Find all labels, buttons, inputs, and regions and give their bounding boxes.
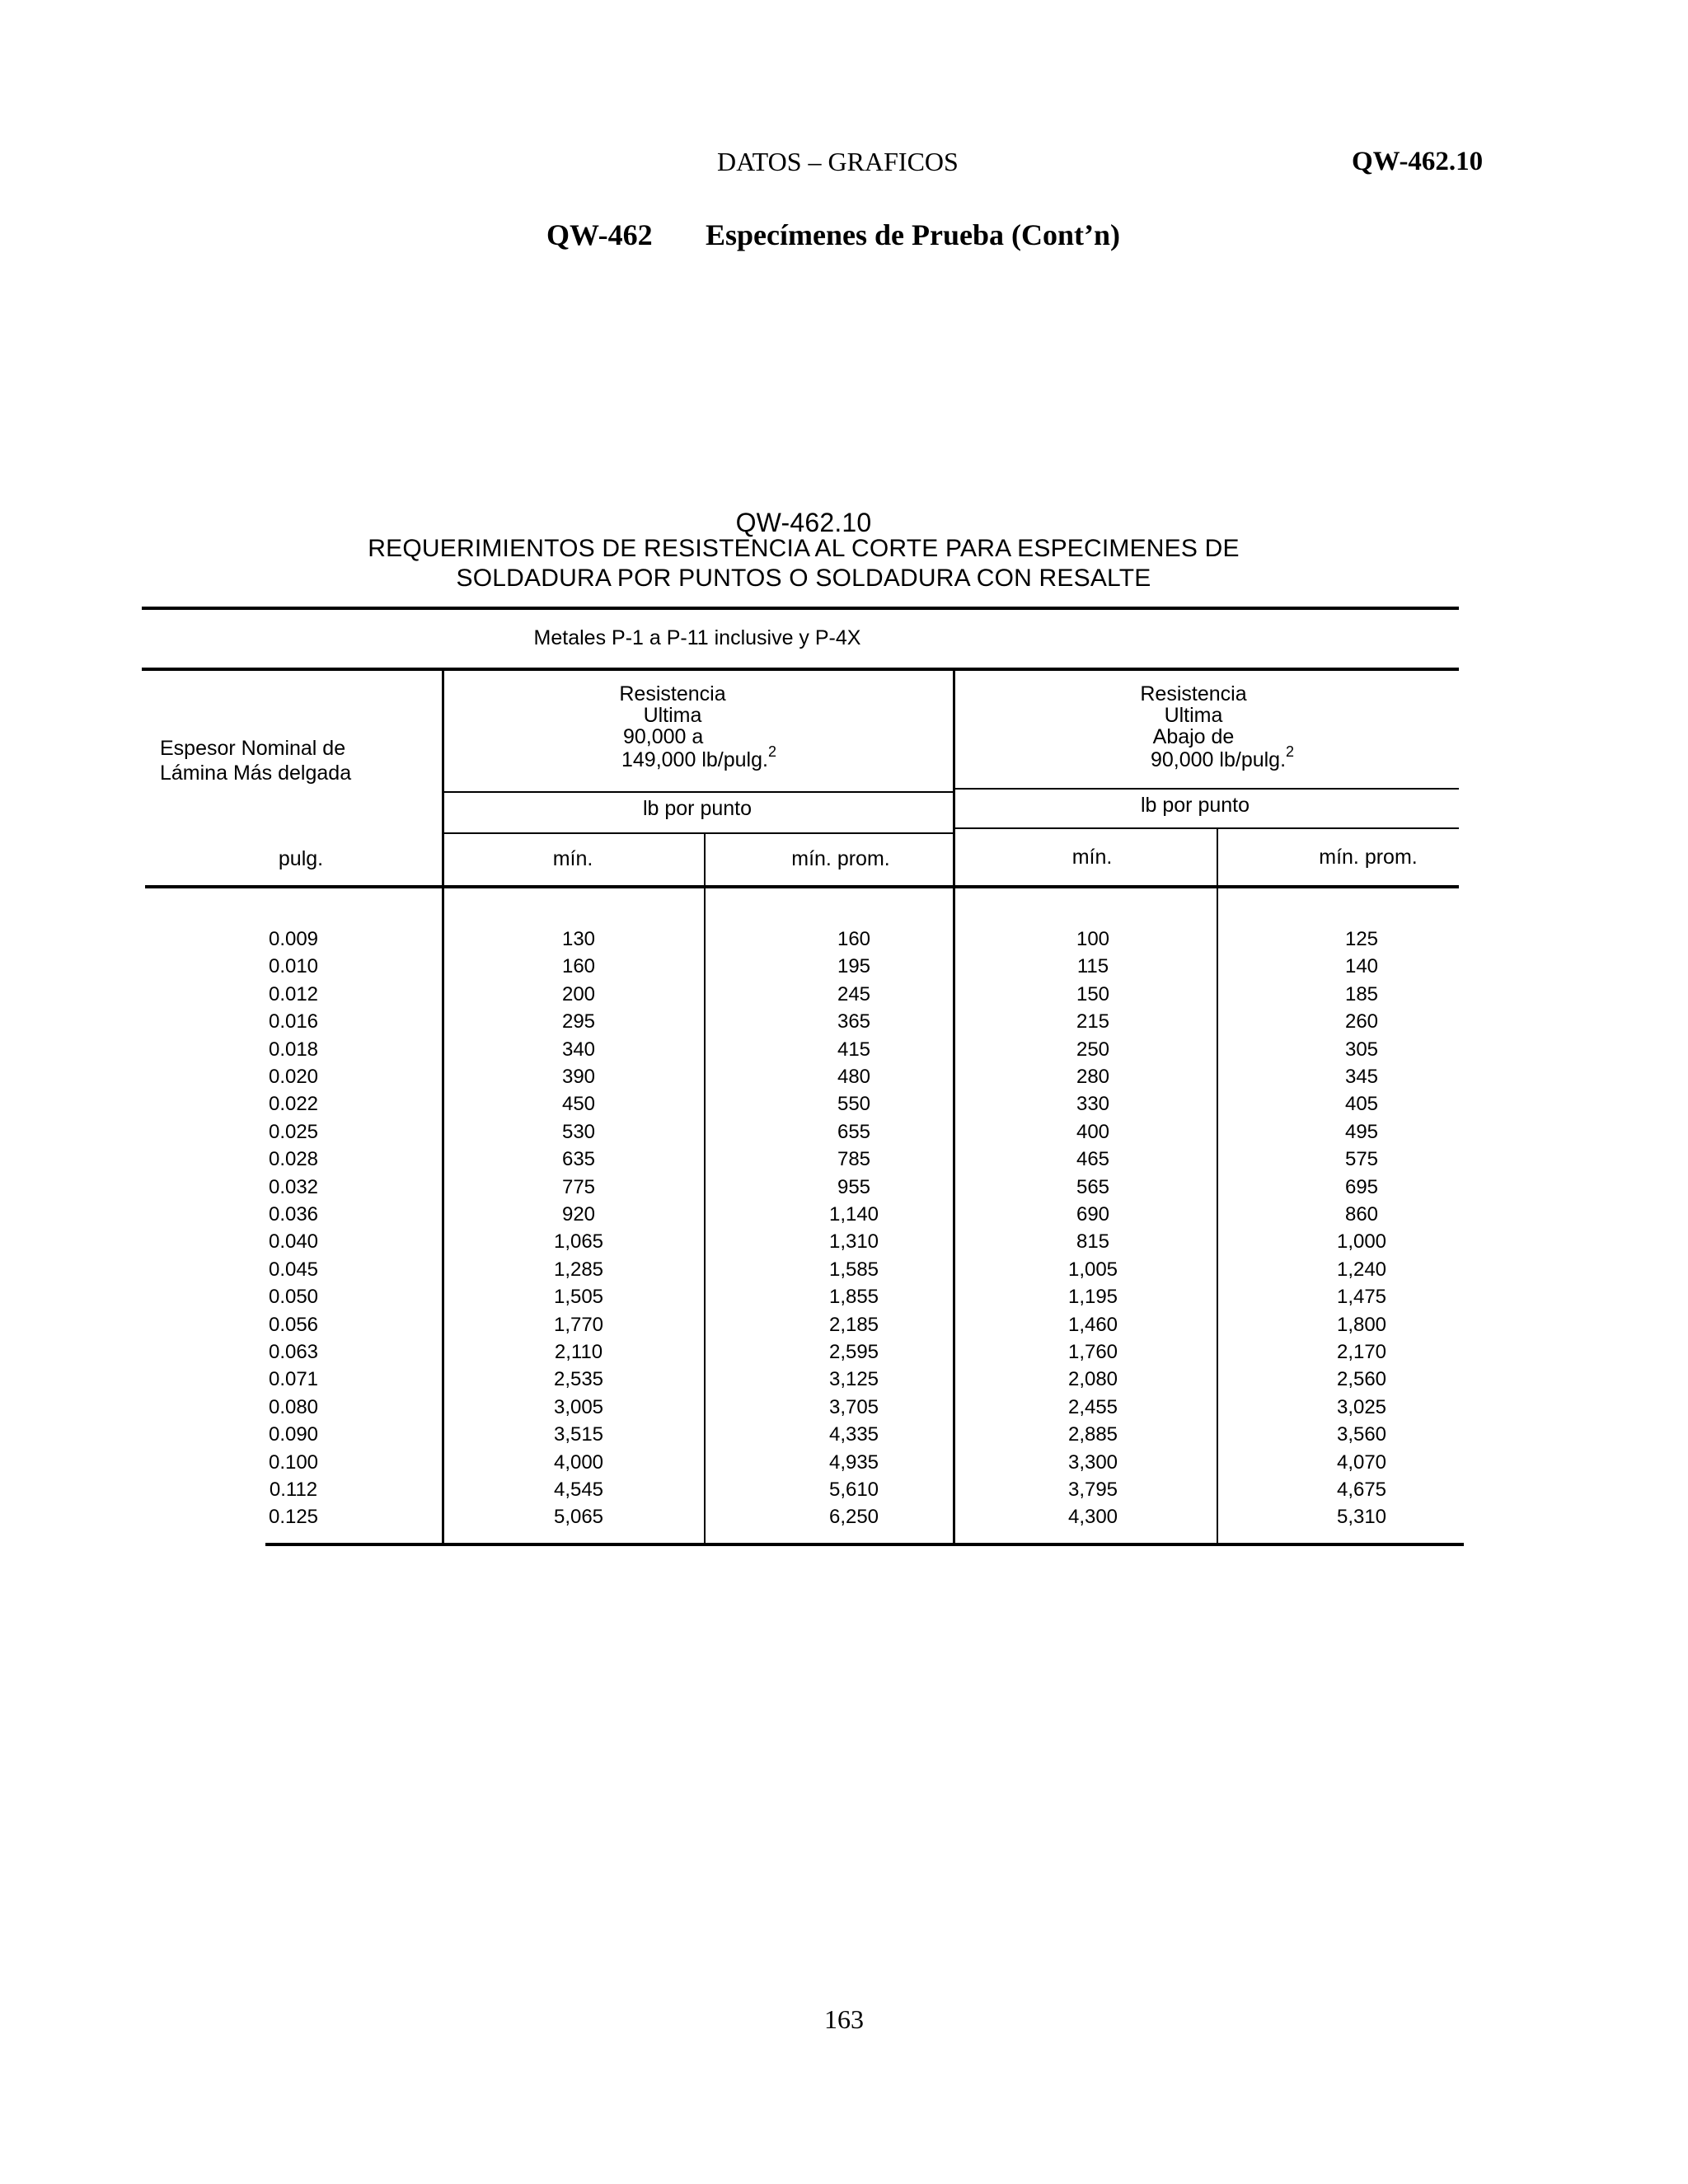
cell-thickness: 0.090 <box>268 1423 319 1446</box>
cell-b-avg: 495 <box>1344 1121 1379 1143</box>
cell-thickness: 0.080 <box>268 1396 319 1418</box>
cell-b-min: 250 <box>1076 1038 1110 1061</box>
col-a-avg: mín. prom. <box>791 847 890 870</box>
cell-b-min: 1,195 <box>1067 1286 1118 1308</box>
cell-b-avg: 1,475 <box>1336 1286 1387 1308</box>
cell-b-avg: 125 <box>1344 928 1379 950</box>
cell-b-min: 4,300 <box>1067 1506 1118 1528</box>
cell-b-avg: 1,800 <box>1336 1314 1387 1336</box>
exponent: 2 <box>1286 743 1295 760</box>
cell-thickness: 0.071 <box>268 1368 319 1390</box>
cell-a-min: 3,515 <box>553 1423 604 1446</box>
cell-b-avg: 4,675 <box>1336 1479 1387 1501</box>
group-b-unit: lb por punto <box>1140 794 1250 817</box>
cell-b-avg: 405 <box>1344 1093 1379 1115</box>
cell-b-avg: 345 <box>1344 1066 1379 1088</box>
cell-a-avg: 4,935 <box>828 1451 879 1474</box>
cell-thickness: 0.045 <box>268 1258 319 1281</box>
group-a-line4: 149,000 lb/pulg.$^2$ <box>621 743 776 771</box>
cell-b-min: 1,760 <box>1067 1341 1118 1363</box>
cell-thickness: 0.050 <box>268 1286 319 1308</box>
cell-a-avg: 4,335 <box>828 1423 879 1446</box>
cell-thickness: 0.056 <box>268 1314 319 1336</box>
col-a-min: mín. <box>552 847 593 870</box>
cell-a-min: 340 <box>561 1038 596 1061</box>
unit-rule-a <box>442 832 953 834</box>
column-divider <box>442 669 444 1544</box>
cell-a-avg: 1,140 <box>828 1203 879 1226</box>
cell-a-min: 920 <box>561 1203 596 1226</box>
cell-a-avg: 785 <box>837 1148 871 1170</box>
exponent: 2 <box>767 743 776 760</box>
cell-b-avg: 3,025 <box>1336 1396 1387 1418</box>
cell-b-min: 2,455 <box>1067 1396 1118 1418</box>
cell-a-min: 3,005 <box>553 1396 604 1418</box>
cell-a-min: 4,000 <box>553 1451 604 1474</box>
cell-a-min: 1,065 <box>553 1230 604 1253</box>
cell-b-min: 280 <box>1076 1066 1110 1088</box>
cell-a-avg: 195 <box>837 955 871 977</box>
cell-thickness: 0.112 <box>269 1479 318 1501</box>
cell-thickness: 0.125 <box>268 1506 319 1528</box>
running-header: DATOS – GRAFICOS <box>717 147 959 176</box>
cell-a-min: 2,110 <box>554 1341 603 1363</box>
column-divider <box>953 669 955 1544</box>
unit-rule-b <box>953 827 1459 829</box>
cell-a-min: 775 <box>561 1176 596 1198</box>
cell-b-avg: 1,000 <box>1336 1230 1387 1253</box>
subheader-rule-a <box>442 791 953 793</box>
cell-a-avg: 480 <box>837 1066 871 1088</box>
cell-b-min: 330 <box>1076 1093 1110 1115</box>
cell-b-min: 2,080 <box>1067 1368 1118 1390</box>
cell-b-min: 1,005 <box>1067 1258 1118 1281</box>
cell-b-avg: 260 <box>1344 1010 1379 1033</box>
cell-a-min: 4,545 <box>553 1479 604 1501</box>
cell-thickness: 0.020 <box>268 1066 319 1088</box>
cell-a-avg: 3,125 <box>828 1368 879 1390</box>
cell-b-min: 100 <box>1076 928 1110 950</box>
cell-a-min: 390 <box>561 1066 596 1088</box>
table-title-line2: SOLDADURA POR PUNTOS O SOLDADURA CON RESALTE <box>456 565 1151 592</box>
cell-b-avg: 2,170 <box>1336 1341 1387 1363</box>
cell-b-avg: 3,560 <box>1336 1423 1387 1446</box>
cell-a-min: 295 <box>561 1010 596 1033</box>
cell-a-avg: 1,310 <box>828 1230 879 1253</box>
cell-a-avg: 245 <box>837 983 871 1005</box>
thickness-unit: pulg. <box>278 847 324 870</box>
cell-b-min: 400 <box>1076 1121 1110 1143</box>
col-b-avg: mín. prom. <box>1319 846 1418 869</box>
cell-b-min: 1,460 <box>1067 1314 1118 1336</box>
cell-thickness: 0.016 <box>268 1010 319 1033</box>
cell-thickness: 0.012 <box>268 983 319 1005</box>
table-top-rule <box>142 607 1459 610</box>
cell-a-avg: 365 <box>837 1010 871 1033</box>
cell-a-avg: 1,855 <box>828 1286 879 1308</box>
group-b-line1: Resistencia <box>1140 682 1247 705</box>
cell-a-avg: 2,595 <box>828 1341 879 1363</box>
cell-b-avg: 1,240 <box>1336 1258 1387 1281</box>
cell-a-avg: 655 <box>837 1121 871 1143</box>
group-b-line2: Ultima <box>1164 704 1223 727</box>
cell-a-avg: 955 <box>837 1176 871 1198</box>
header-bottom-rule <box>145 885 1459 888</box>
cell-a-min: 5,065 <box>553 1506 604 1528</box>
page-number: 163 <box>824 2004 864 2034</box>
running-header-code: QW-462.10 <box>1352 147 1484 176</box>
cell-b-min: 3,300 <box>1067 1451 1118 1474</box>
cell-a-avg: 3,705 <box>828 1396 879 1418</box>
table-bottom-rule <box>265 1543 1464 1546</box>
cell-b-min: 690 <box>1076 1203 1110 1226</box>
cell-b-min: 465 <box>1076 1148 1110 1170</box>
cell-b-avg: 860 <box>1344 1203 1379 1226</box>
cell-a-avg: 160 <box>837 928 871 950</box>
subheader-rule-b <box>953 788 1459 790</box>
cell-thickness: 0.010 <box>268 955 319 977</box>
cell-thickness: 0.022 <box>268 1093 319 1115</box>
cell-a-min: 450 <box>561 1093 596 1115</box>
cell-b-avg: 695 <box>1344 1176 1379 1198</box>
cell-thickness: 0.040 <box>268 1230 319 1253</box>
cell-a-min: 2,535 <box>553 1368 604 1390</box>
cell-b-avg: 305 <box>1344 1038 1379 1061</box>
cell-b-min: 815 <box>1076 1230 1110 1253</box>
table-title-line1: REQUERIMIENTOS DE RESISTENCIA AL CORTE PARA ESPECIMENES DE <box>368 535 1240 562</box>
cell-a-min: 635 <box>561 1148 596 1170</box>
cell-a-min: 160 <box>561 955 596 977</box>
cell-a-avg: 550 <box>837 1093 871 1115</box>
group-b-line3: Abajo de <box>1152 725 1235 748</box>
cell-b-min: 565 <box>1076 1176 1110 1198</box>
cell-a-avg: 415 <box>837 1038 871 1061</box>
group-b-line4: 90,000 lb/pulg.$^2$ <box>1151 743 1295 771</box>
column-divider <box>704 832 706 1544</box>
thickness-header-line1: Espesor Nominal de <box>160 737 346 760</box>
col-b-min: mín. <box>1071 846 1113 869</box>
cell-b-min: 215 <box>1076 1010 1110 1033</box>
cell-a-min: 1,505 <box>553 1286 604 1308</box>
cell-b-avg: 4,070 <box>1336 1451 1387 1474</box>
cell-b-min: 150 <box>1076 983 1110 1005</box>
metals-group-header: Metales P-1 a P-11 inclusive y P-4X <box>533 626 861 649</box>
cell-a-min: 1,770 <box>553 1314 604 1336</box>
table-number: QW-462.10 <box>735 508 872 537</box>
cell-b-avg: 2,560 <box>1336 1368 1387 1390</box>
cell-b-avg: 140 <box>1344 955 1379 977</box>
cell-a-min: 530 <box>561 1121 596 1143</box>
cell-thickness: 0.032 <box>268 1176 319 1198</box>
cell-b-avg: 5,310 <box>1336 1506 1387 1528</box>
section-code: QW-462 <box>546 218 653 251</box>
cell-a-avg: 5,610 <box>828 1479 879 1501</box>
cell-thickness: 0.025 <box>268 1121 319 1143</box>
cell-a-min: 1,285 <box>553 1258 604 1281</box>
group-a-line3: 90,000 a <box>623 725 704 748</box>
cell-thickness: 0.036 <box>268 1203 319 1226</box>
cell-thickness: 0.018 <box>268 1038 319 1061</box>
column-divider <box>1217 827 1218 1544</box>
cell-b-min: 2,885 <box>1067 1423 1118 1446</box>
group-a-line1: Resistencia <box>619 682 726 705</box>
cell-a-min: 130 <box>561 928 596 950</box>
cell-thickness: 0.100 <box>268 1451 319 1474</box>
cell-a-avg: 6,250 <box>828 1506 879 1528</box>
cell-b-min: 3,795 <box>1067 1479 1118 1501</box>
thickness-header-line2: Lámina Más delgada <box>160 762 352 785</box>
cell-b-avg: 575 <box>1344 1148 1379 1170</box>
cell-thickness: 0.009 <box>268 928 319 950</box>
cell-thickness: 0.028 <box>268 1148 319 1170</box>
group-a-line2: Ultima <box>643 704 702 727</box>
group-a-unit: lb por punto <box>642 797 753 820</box>
group-header-rule <box>142 668 1459 671</box>
cell-thickness: 0.063 <box>268 1341 319 1363</box>
cell-a-avg: 2,185 <box>828 1314 879 1336</box>
cell-b-min: 115 <box>1076 955 1109 977</box>
section-title: Especímenes de Prueba (Cont’n) <box>706 218 1120 251</box>
cell-b-avg: 185 <box>1344 983 1379 1005</box>
cell-a-min: 200 <box>561 983 596 1005</box>
cell-a-avg: 1,585 <box>828 1258 879 1281</box>
